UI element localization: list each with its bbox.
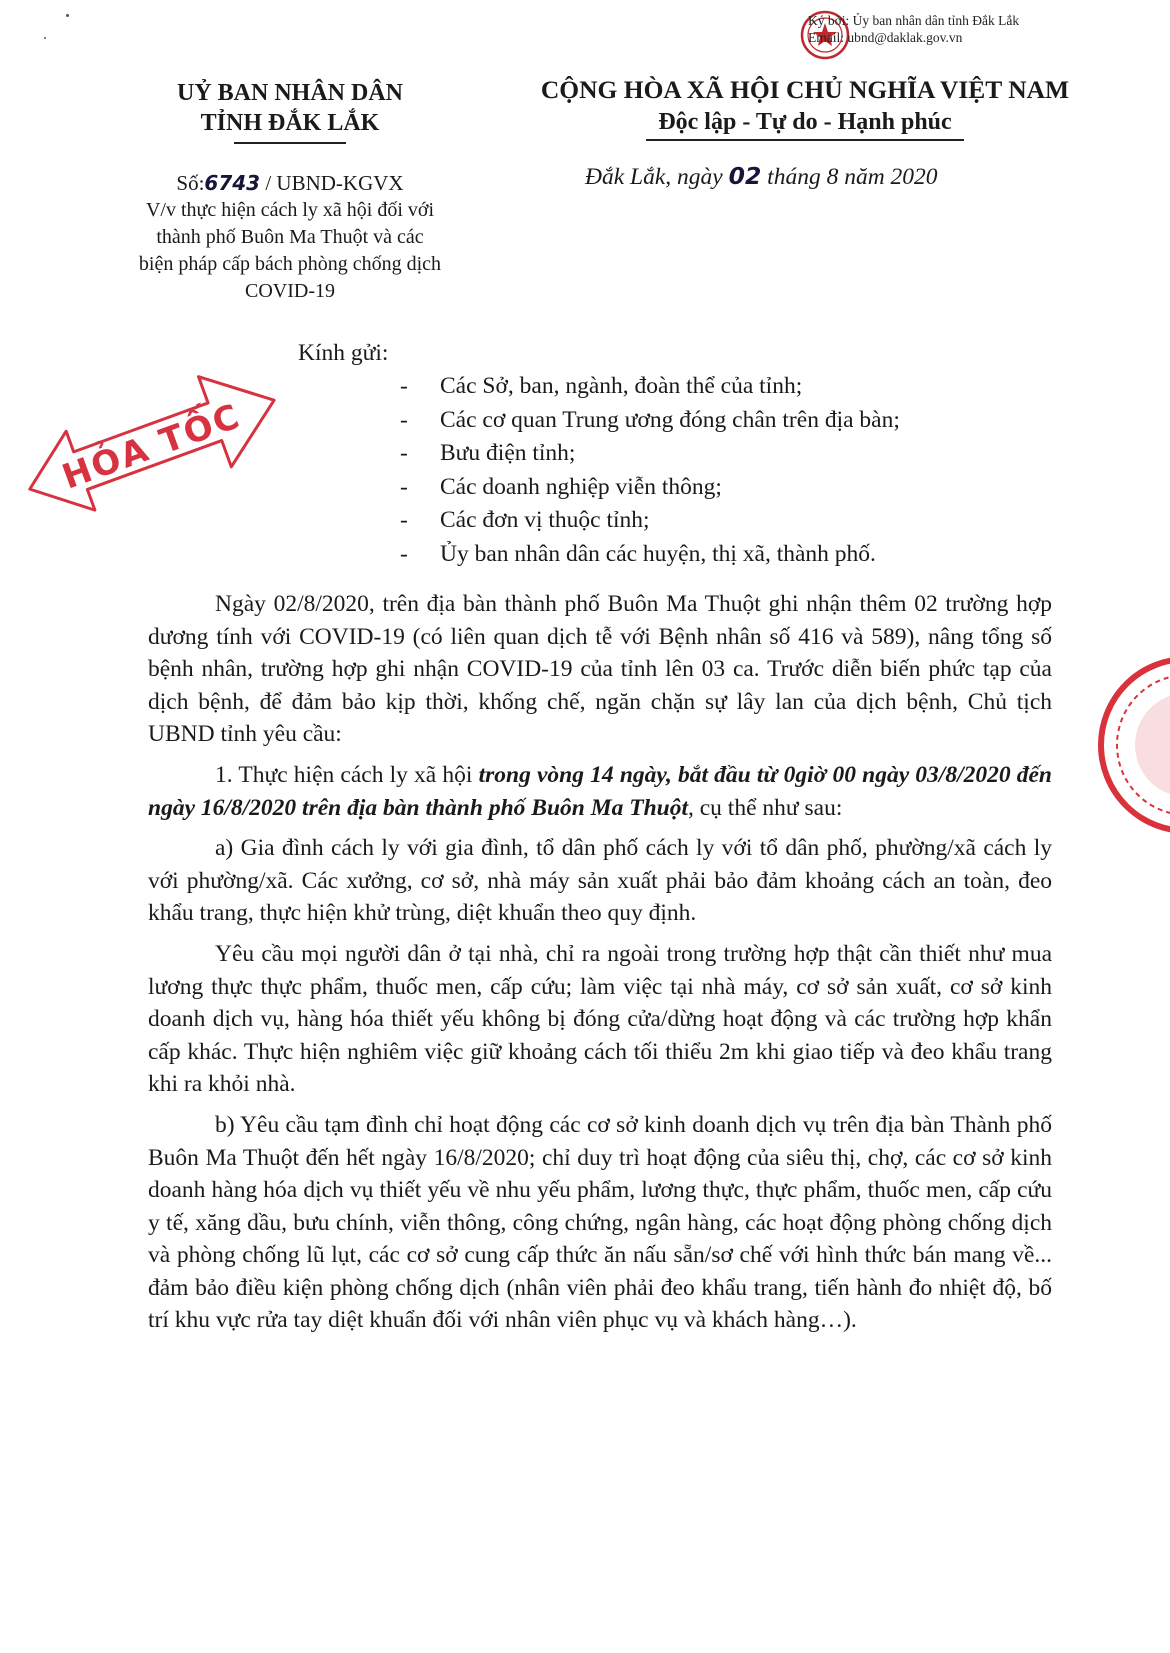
subject-line: COVID-19	[245, 280, 335, 302]
addressee-item: - Ủy ban nhân dân các huyện, thị xã, thành phố.	[400, 538, 900, 572]
addressee-list	[400, 370, 900, 571]
item-a-paragraph: a) Gia đình cách ly với gia đình, tổ dân phố cách ly với tổ dân phố, phường/xã cách ly với phường/xã. Các xưởng, cơ sở, nhà máy sản xuất phải bảo đảm khoảng cách an toàn, đeo khẩu trang, thực hiện khử trùng, diệt khuẩn theo quy định.	[148, 835, 1052, 927]
scan-speck	[66, 14, 69, 17]
document-body	[148, 588, 1052, 1337]
national-header	[505, 74, 1105, 141]
red-seal	[1095, 645, 1170, 845]
urgent-stamp	[14, 345, 289, 545]
subject-line: biện pháp cấp bách phòng chống dịch	[138, 253, 442, 275]
number-prefix: Số:	[176, 171, 205, 195]
number-handwritten: 6743	[204, 171, 261, 195]
intro-paragraph: Ngày 02/8/2020, trên địa bàn thành phố Buôn Ma Thuột ghi nhận thêm 02 trường hợp dương tính với COVID-19 (có liên quan dịch tễ với Bệnh nhân số 416 và 589), nâng tổng số bệnh nhân, trường hợp ghi nhận COVID-19 của tỉnh lên 03 ca. Trước diễn biến phức tạp của dịch bệnh, để đảm bảo kịp thời, khống chế, ngăn chặn sự lây lan của dịch bệnh, Chủ tịch UBND tỉnh yêu cầu:	[148, 591, 1052, 748]
org-underline	[234, 142, 346, 144]
addressee-item: - Các cơ quan Trung ương đóng chân trên địa bàn;	[400, 404, 900, 438]
number-suffix: / UBND-KGVX	[260, 171, 404, 195]
signer-email: Email: ubnd@daklak.gov.vn	[808, 30, 963, 45]
org-line-1: UỶ BAN NHÂN DÂN	[177, 80, 403, 106]
item-1-prefix: 1. Thực hiện cách ly xã hội	[215, 761, 479, 788]
item-1-emphasis: trong vòng 14 ngày, bắt đầu từ 0giờ 00 ngày 03/8/2020 đến ngày 16/8/2020 trên địa bàn thành phố Buôn Ma Thuột	[148, 761, 1053, 821]
addressee-item: - Các đơn vị thuộc tỉnh;	[400, 504, 900, 538]
addressee-item: - Các Sở, ban, ngành, đoàn thể của tỉnh;	[400, 370, 900, 404]
nation-title: CỘNG HÒA XÃ HỘI CHỦ NGHĨA VIỆT NAM	[540, 75, 1070, 104]
national-motto: Độc lập - Tự do - Hạnh phúc	[658, 109, 952, 135]
addressee-item: - Các doanh nghiệp viễn thông;	[400, 471, 900, 505]
motto-underline	[646, 139, 964, 141]
org-line-2: TỈNH ĐẮK LẮK	[200, 110, 380, 136]
addressee-item: - Bưu điện tỉnh;	[400, 437, 900, 471]
document-number	[110, 170, 470, 196]
issuing-organization	[120, 78, 460, 144]
document-date	[585, 162, 1045, 191]
item-a-requirements-paragraph: Yêu cầu mọi người dân ở tại nhà, chỉ ra ngoài trong trường hợp thật cần thiết như mua lương thực thực phẩm, thuốc men, cấp cứu; làm việc tại nhà máy, cơ sở sản xuất, cơ sở kinh doanh dịch vụ, hàng hóa thiết yếu không bị đóng cửa/dừng hoạt động và các trường hợp khẩn cấp khác. Thực hiện nghiêm việc giữ khoảng cách tối thiểu 2m khi giao tiếp và đeo khẩu trang khi ra khỏi nhà.	[148, 940, 1052, 1098]
urgent-stamp-text: HỎA TỐC	[57, 396, 247, 498]
item-1-suffix: , cụ thể như sau:	[688, 794, 843, 821]
date-suffix: tháng 8 năm 2020	[761, 164, 938, 190]
urgent-stamp-arrow	[14, 355, 289, 534]
scan-speck	[44, 37, 46, 39]
subject-line: V/v thực hiện cách ly xã hội đối với	[145, 199, 435, 221]
digital-signature-info	[808, 12, 1019, 46]
date-prefix: Đắk Lắk, ngày	[585, 164, 729, 190]
document-subject	[105, 197, 475, 305]
addressee-label: Kính gửi:	[298, 340, 389, 366]
item-b-paragraph: b) Yêu cầu tạm đình chỉ hoạt động các cơ sở kinh doanh dịch vụ trên địa bàn Thành phố Buôn Ma Thuột đến hết ngày 16/8/2020; chỉ duy trì hoạt động của siêu thị, chợ, các cơ sở kinh doanh hàng hóa dịch vụ thiết yếu về nhu yếu phẩm, lương thực, thực phẩm, thuốc men, cấp cứu y tế, xăng dầu, bưu chính, viễn thông, công chứng, ngân hàng, các hoạt động phòng chống dịch và phòng chống lũ lụt, các cơ sở cung cấp thức ăn nấu sẵn/sơ chế với hình thức bán mang về... đảm bảo điều kiện phòng chống dịch (nhân viên phải đeo khẩu trang, tiến hành đo nhiệt độ, bố trí khu vực rửa tay diệt khuẩn đối với nhân viên phục vụ và khách hàng…).	[148, 1111, 1052, 1334]
date-day-handwritten: 02	[728, 162, 762, 190]
signed-by-text: Ký bởi: Ủy ban nhân dân tỉnh Đắk Lắk	[808, 13, 1020, 28]
subject-line: thành phố Buôn Ma Thuột và các	[156, 226, 424, 248]
item-1-paragraph	[148, 759, 1052, 824]
